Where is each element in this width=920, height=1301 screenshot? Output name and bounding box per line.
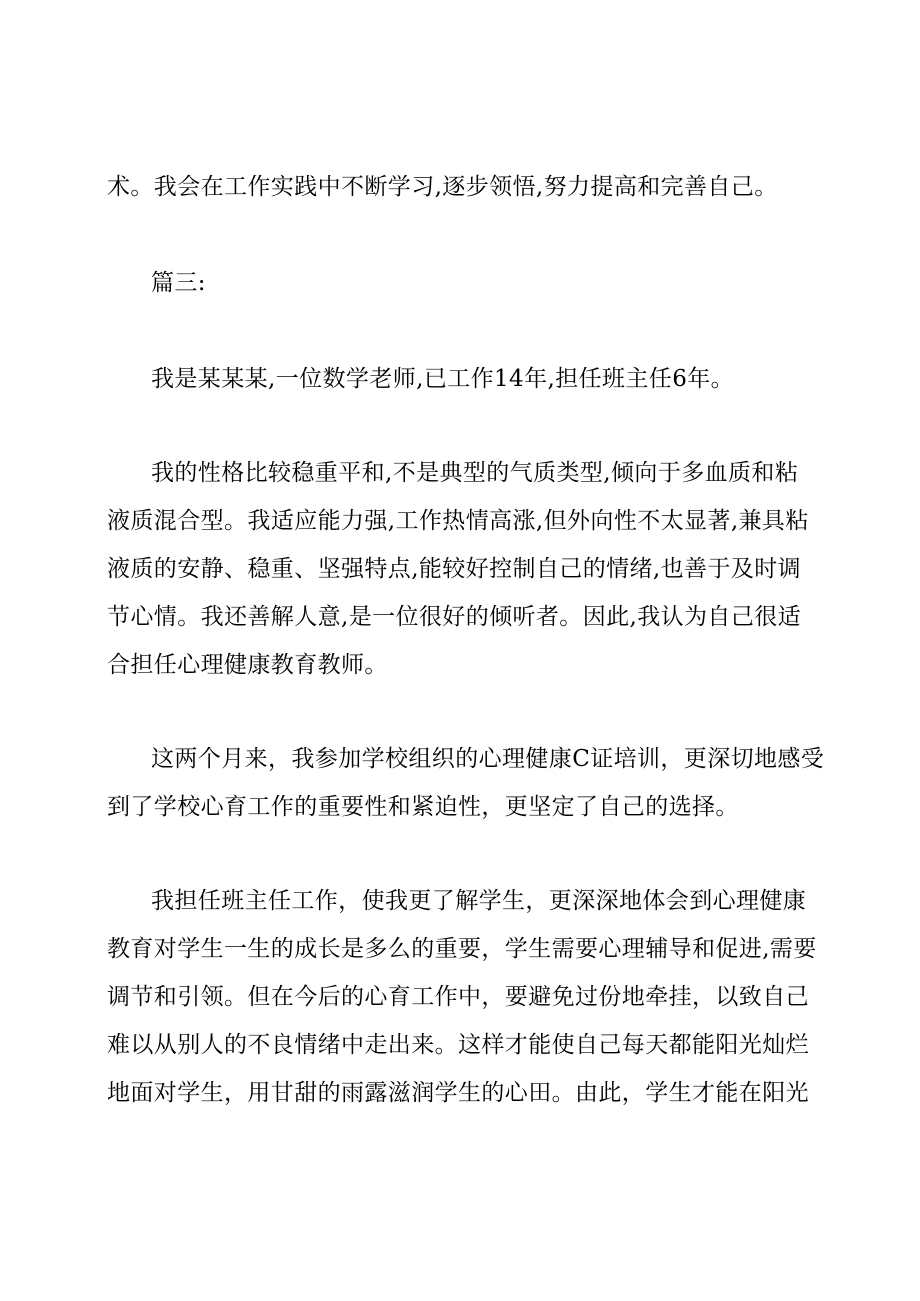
section-heading: 篇三: (151, 270, 206, 296)
paragraph-line: 液质混合型。我适应能力强,工作热情高涨,但外向性不太显著,兼具粘 (107, 508, 809, 534)
paragraph-line: 我的性格比较稳重平和,不是典型的气质类型,倾向于多血质和粘 (151, 460, 799, 486)
paragraph-line: 这两个月来，我参加学校组织的心理健康C证培训，更深切地感受 (151, 746, 825, 772)
paragraph-line: 节心情。我还善解人意,是一位很好的倾听者。因此,我认为自己很适 (107, 604, 802, 630)
paragraph-line: 我担任班主任工作，使我更了解学生，更深深地体会到心理健康 (151, 888, 807, 914)
paragraph-line: 教育对学生一生的成长是多么的重要，学生需要心理辅导和促进,需要 (107, 936, 817, 962)
paragraph-line: 调节和引领。但在今后的心育工作中，要避免过份地牵挂，以致自己 (107, 984, 809, 1010)
paragraph-line: 地面对学生，用甘甜的雨露滋润学生的心田。由此，学生才能在阳光 (107, 1080, 809, 1106)
paragraph-line: 到了学校心育工作的重要性和紧迫性，更坚定了自己的选择。 (107, 794, 739, 820)
paragraph-line: 合担任心理健康教育教师。 (107, 652, 388, 678)
paragraph-line: 我是某某某,一位数学老师,已工作14年,担任班主任6年。 (151, 366, 735, 392)
paragraph-line: 液质的安静、稳重、坚强特点,能较好控制自己的情绪,也善于及时调 (107, 556, 802, 582)
paragraph-line: 难以从别人的不良情绪中走出来。这样才能使自己每天都能阳光灿烂 (107, 1032, 809, 1058)
paragraph-line: 术。我会在工作实践中不断学习,逐步领悟,努力提高和完善自己。 (107, 174, 778, 200)
